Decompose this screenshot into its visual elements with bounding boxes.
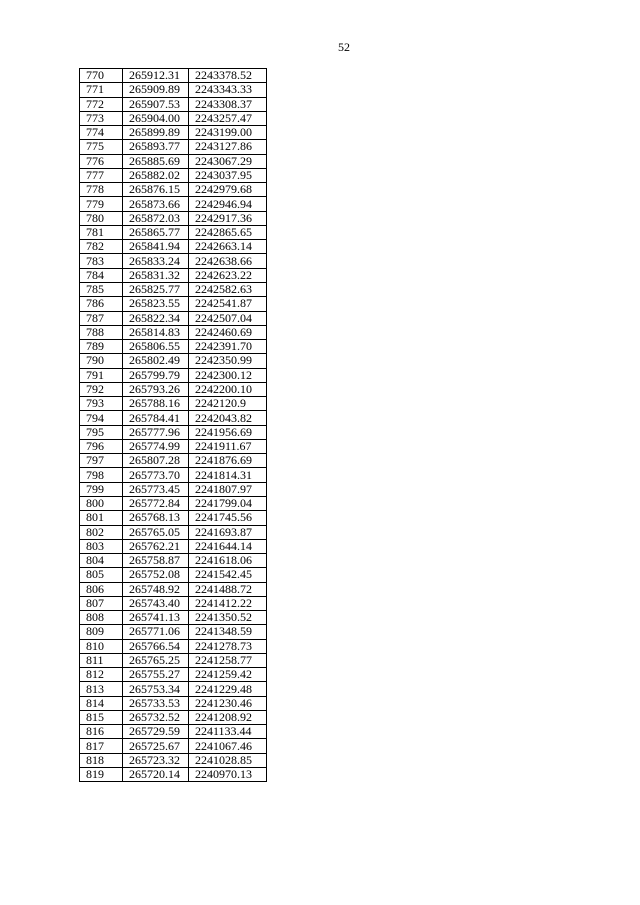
y-coordinate-cell: 2242946.94	[189, 197, 267, 211]
y-coordinate-cell: 2241259.42	[189, 668, 267, 682]
y-coordinate-cell: 2241542.45	[189, 568, 267, 582]
table-row	[80, 625, 267, 639]
x-coordinate-cell: 265723.32	[123, 753, 189, 767]
x-coordinate-cell: 265899.89	[123, 126, 189, 140]
point-number-cell: 780	[80, 211, 123, 225]
y-coordinate-cell: 2242350.99	[189, 354, 267, 368]
x-coordinate-cell: 265823.55	[123, 297, 189, 311]
y-coordinate-cell: 2241258.77	[189, 653, 267, 667]
y-coordinate-cell: 2242507.04	[189, 311, 267, 325]
point-number-cell: 817	[80, 739, 123, 753]
x-coordinate-cell: 265885.69	[123, 154, 189, 168]
point-number-cell: 810	[80, 639, 123, 653]
x-coordinate-cell: 265771.06	[123, 625, 189, 639]
y-coordinate-cell: 2241230.46	[189, 696, 267, 710]
x-coordinate-cell: 265765.05	[123, 525, 189, 539]
table-row	[80, 97, 267, 111]
x-coordinate-cell: 265772.84	[123, 496, 189, 510]
point-number-cell: 816	[80, 725, 123, 739]
x-coordinate-cell: 265758.87	[123, 554, 189, 568]
table-row	[80, 539, 267, 553]
table-row	[80, 653, 267, 667]
point-number-cell: 773	[80, 111, 123, 125]
table-row	[80, 739, 267, 753]
x-coordinate-cell: 265720.14	[123, 768, 189, 782]
table-row	[80, 197, 267, 211]
table-row	[80, 297, 267, 311]
x-coordinate-cell: 265755.27	[123, 668, 189, 682]
table-row	[80, 154, 267, 168]
table-row	[80, 582, 267, 596]
x-coordinate-cell: 265876.15	[123, 183, 189, 197]
x-coordinate-cell: 265807.28	[123, 454, 189, 468]
point-number-cell: 779	[80, 197, 123, 211]
point-number-cell: 809	[80, 625, 123, 639]
point-number-cell: 789	[80, 340, 123, 354]
point-number-cell: 801	[80, 511, 123, 525]
table-row	[80, 668, 267, 682]
y-coordinate-cell: 2242623.22	[189, 268, 267, 282]
y-coordinate-cell: 2242043.82	[189, 411, 267, 425]
x-coordinate-cell: 265732.52	[123, 710, 189, 724]
x-coordinate-cell: 265882.02	[123, 168, 189, 182]
point-number-cell: 805	[80, 568, 123, 582]
point-number-cell: 787	[80, 311, 123, 325]
point-number-cell: 792	[80, 382, 123, 396]
point-number-cell: 794	[80, 411, 123, 425]
y-coordinate-cell: 2241911.67	[189, 439, 267, 453]
table-row	[80, 496, 267, 510]
y-coordinate-cell: 2242917.36	[189, 211, 267, 225]
table-row	[80, 211, 267, 225]
table-row	[80, 411, 267, 425]
table-row	[80, 596, 267, 610]
point-number-cell: 772	[80, 97, 123, 111]
x-coordinate-cell: 265833.24	[123, 254, 189, 268]
point-number-cell: 783	[80, 254, 123, 268]
table-row	[80, 325, 267, 339]
y-coordinate-cell: 2242541.87	[189, 297, 267, 311]
x-coordinate-cell: 265765.25	[123, 653, 189, 667]
y-coordinate-cell: 2242865.65	[189, 225, 267, 239]
x-coordinate-cell: 265865.77	[123, 225, 189, 239]
x-coordinate-cell: 265752.08	[123, 568, 189, 582]
y-coordinate-cell: 2242200.10	[189, 382, 267, 396]
y-coordinate-cell: 2243037.95	[189, 168, 267, 182]
point-number-cell: 800	[80, 496, 123, 510]
table-row	[80, 69, 267, 83]
x-coordinate-cell: 265873.66	[123, 197, 189, 211]
point-number-cell: 795	[80, 425, 123, 439]
table-row	[80, 753, 267, 767]
point-number-cell: 819	[80, 768, 123, 782]
y-coordinate-cell: 2241028.85	[189, 753, 267, 767]
y-coordinate-cell: 2241208.92	[189, 710, 267, 724]
x-coordinate-cell: 265774.99	[123, 439, 189, 453]
point-number-cell: 777	[80, 168, 123, 182]
x-coordinate-cell: 265788.16	[123, 397, 189, 411]
table-row	[80, 511, 267, 525]
point-number-cell: 814	[80, 696, 123, 710]
table-row	[80, 126, 267, 140]
table-row	[80, 340, 267, 354]
table-row	[80, 639, 267, 653]
x-coordinate-cell: 265822.34	[123, 311, 189, 325]
point-number-cell: 818	[80, 753, 123, 767]
point-number-cell: 798	[80, 468, 123, 482]
y-coordinate-cell: 2241807.97	[189, 482, 267, 496]
y-coordinate-cell: 2243343.33	[189, 83, 267, 97]
y-coordinate-cell: 2241799.04	[189, 496, 267, 510]
x-coordinate-cell: 265733.53	[123, 696, 189, 710]
y-coordinate-cell: 2241814.31	[189, 468, 267, 482]
table-row	[80, 225, 267, 239]
x-coordinate-cell: 265872.03	[123, 211, 189, 225]
y-coordinate-cell: 2242638.66	[189, 254, 267, 268]
table-row	[80, 183, 267, 197]
y-coordinate-cell: 2241133.44	[189, 725, 267, 739]
y-coordinate-cell: 2242979.68	[189, 183, 267, 197]
point-number-cell: 808	[80, 611, 123, 625]
point-number-cell: 803	[80, 539, 123, 553]
point-number-cell: 813	[80, 682, 123, 696]
point-number-cell: 797	[80, 454, 123, 468]
point-number-cell: 796	[80, 439, 123, 453]
y-coordinate-cell: 2242391.70	[189, 340, 267, 354]
table-row	[80, 611, 267, 625]
x-coordinate-cell: 265743.40	[123, 596, 189, 610]
table-row	[80, 482, 267, 496]
point-number-cell: 799	[80, 482, 123, 496]
point-number-cell: 776	[80, 154, 123, 168]
point-number-cell: 785	[80, 282, 123, 296]
y-coordinate-cell: 2242663.14	[189, 240, 267, 254]
y-coordinate-cell: 2241956.69	[189, 425, 267, 439]
y-coordinate-cell: 2243067.29	[189, 154, 267, 168]
x-coordinate-cell: 265793.26	[123, 382, 189, 396]
table-row	[80, 554, 267, 568]
coordinates-table	[79, 68, 267, 782]
point-number-cell: 815	[80, 710, 123, 724]
point-number-cell: 793	[80, 397, 123, 411]
y-coordinate-cell: 2241745.56	[189, 511, 267, 525]
point-number-cell: 791	[80, 368, 123, 382]
x-coordinate-cell: 265725.67	[123, 739, 189, 753]
table-row	[80, 468, 267, 482]
point-number-cell: 778	[80, 183, 123, 197]
x-coordinate-cell: 265825.77	[123, 282, 189, 296]
x-coordinate-cell: 265831.32	[123, 268, 189, 282]
point-number-cell: 786	[80, 297, 123, 311]
table-row	[80, 768, 267, 782]
y-coordinate-cell: 2241644.14	[189, 539, 267, 553]
table-row	[80, 368, 267, 382]
y-coordinate-cell: 2241876.69	[189, 454, 267, 468]
point-number-cell: 804	[80, 554, 123, 568]
table-row	[80, 140, 267, 154]
x-coordinate-cell: 265777.96	[123, 425, 189, 439]
x-coordinate-cell: 265806.55	[123, 340, 189, 354]
table-row	[80, 397, 267, 411]
table-row	[80, 682, 267, 696]
table-row	[80, 568, 267, 582]
x-coordinate-cell: 265773.45	[123, 482, 189, 496]
x-coordinate-cell: 265907.53	[123, 97, 189, 111]
point-number-cell: 782	[80, 240, 123, 254]
x-coordinate-cell: 265893.77	[123, 140, 189, 154]
y-coordinate-cell: 2243308.37	[189, 97, 267, 111]
y-coordinate-cell: 2241412.22	[189, 596, 267, 610]
x-coordinate-cell: 265909.89	[123, 83, 189, 97]
y-coordinate-cell: 2241229.48	[189, 682, 267, 696]
x-coordinate-cell: 265741.13	[123, 611, 189, 625]
point-number-cell: 788	[80, 325, 123, 339]
y-coordinate-cell: 2241067.46	[189, 739, 267, 753]
y-coordinate-cell: 2241350.52	[189, 611, 267, 625]
table-row	[80, 382, 267, 396]
x-coordinate-cell: 265729.59	[123, 725, 189, 739]
x-coordinate-cell: 265799.79	[123, 368, 189, 382]
table-row	[80, 168, 267, 182]
x-coordinate-cell: 265762.21	[123, 539, 189, 553]
table-row	[80, 454, 267, 468]
point-number-cell: 811	[80, 653, 123, 667]
x-coordinate-cell: 265904.00	[123, 111, 189, 125]
y-coordinate-cell: 2242120.9	[189, 397, 267, 411]
point-number-cell: 802	[80, 525, 123, 539]
table-row	[80, 311, 267, 325]
x-coordinate-cell: 265912.31	[123, 69, 189, 83]
table-row	[80, 354, 267, 368]
y-coordinate-cell: 2241488.72	[189, 582, 267, 596]
table-row	[80, 525, 267, 539]
table-row	[80, 725, 267, 739]
table-row	[80, 83, 267, 97]
table-row	[80, 710, 267, 724]
point-number-cell: 807	[80, 596, 123, 610]
point-number-cell: 770	[80, 69, 123, 83]
table-row	[80, 696, 267, 710]
table-row	[80, 282, 267, 296]
x-coordinate-cell: 265773.70	[123, 468, 189, 482]
coordinates-table-body	[80, 69, 267, 782]
x-coordinate-cell: 265748.92	[123, 582, 189, 596]
page-number: 52	[338, 40, 350, 54]
y-coordinate-cell: 2241693.87	[189, 525, 267, 539]
y-coordinate-cell: 2242582.63	[189, 282, 267, 296]
y-coordinate-cell: 2243199.00	[189, 126, 267, 140]
y-coordinate-cell: 2241618.06	[189, 554, 267, 568]
table-row	[80, 240, 267, 254]
table-row	[80, 439, 267, 453]
x-coordinate-cell: 265802.49	[123, 354, 189, 368]
x-coordinate-cell: 265766.54	[123, 639, 189, 653]
table-row	[80, 425, 267, 439]
y-coordinate-cell: 2241278.73	[189, 639, 267, 653]
point-number-cell: 806	[80, 582, 123, 596]
x-coordinate-cell: 265784.41	[123, 411, 189, 425]
y-coordinate-cell: 2242300.12	[189, 368, 267, 382]
y-coordinate-cell: 2240970.13	[189, 768, 267, 782]
y-coordinate-cell: 2243257.47	[189, 111, 267, 125]
point-number-cell: 784	[80, 268, 123, 282]
table-row	[80, 268, 267, 282]
x-coordinate-cell: 265841.94	[123, 240, 189, 254]
point-number-cell: 812	[80, 668, 123, 682]
y-coordinate-cell: 2242460.69	[189, 325, 267, 339]
table-row	[80, 111, 267, 125]
y-coordinate-cell: 2241348.59	[189, 625, 267, 639]
point-number-cell: 790	[80, 354, 123, 368]
y-coordinate-cell: 2243127.86	[189, 140, 267, 154]
point-number-cell: 771	[80, 83, 123, 97]
table-row	[80, 254, 267, 268]
x-coordinate-cell: 265814.83	[123, 325, 189, 339]
y-coordinate-cell: 2243378.52	[189, 69, 267, 83]
x-coordinate-cell: 265753.34	[123, 682, 189, 696]
point-number-cell: 775	[80, 140, 123, 154]
point-number-cell: 774	[80, 126, 123, 140]
x-coordinate-cell: 265768.13	[123, 511, 189, 525]
point-number-cell: 781	[80, 225, 123, 239]
